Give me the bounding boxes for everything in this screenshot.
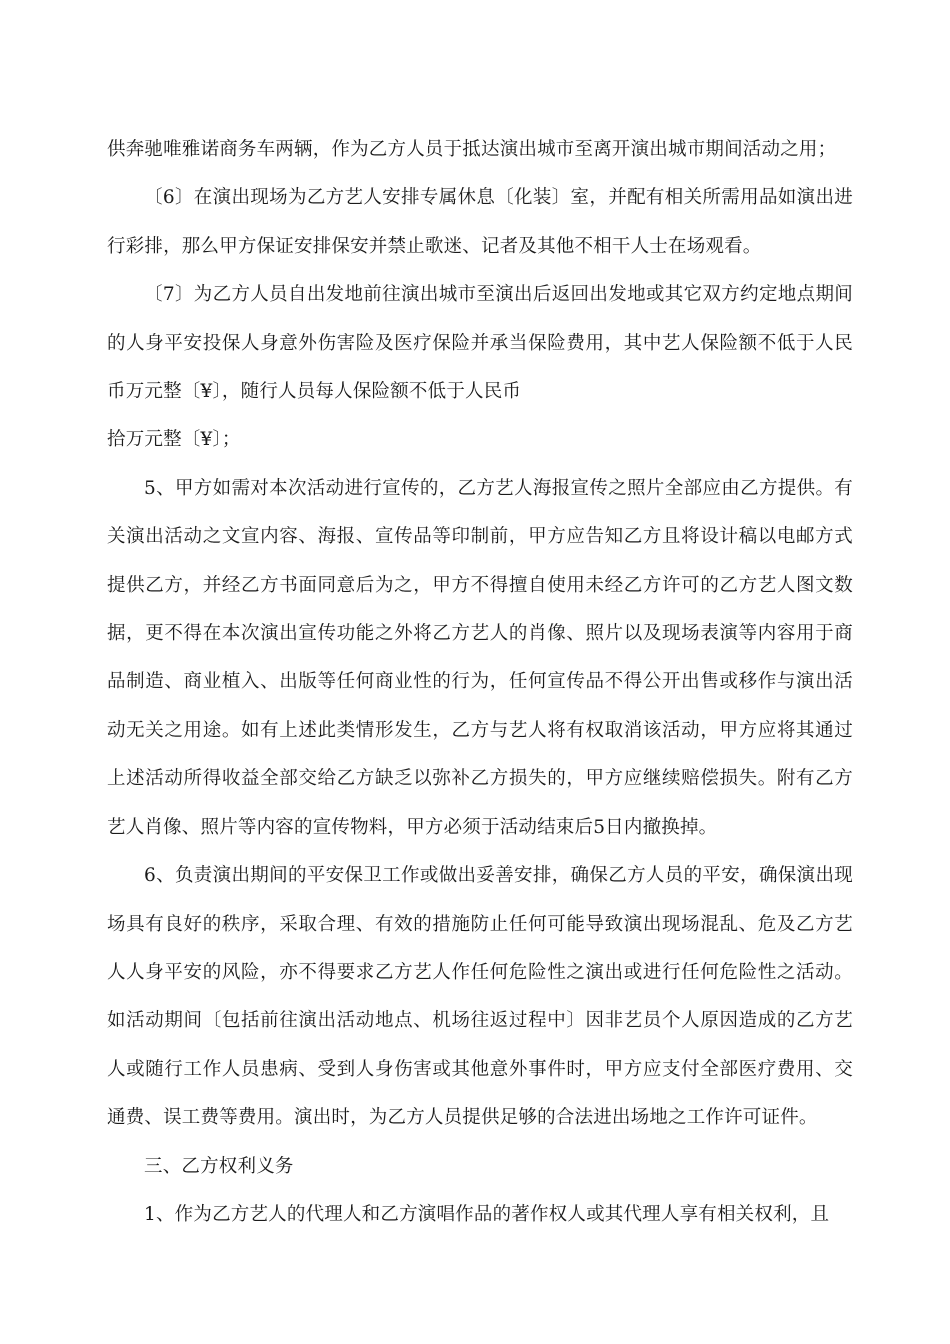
paragraph-clause-6-security: 6、负责演出期间的平安保卫工作或做出妥善安排，确保乙方人员的平安，确保演出现场具有良好的秩序，采取合理、有效的措施防止任何可能导致演出现场混乱、危及乙方艺人人身平安的风险，亦不得要求乙方艺人作任何危险性之演出或进行任何危险性之活动。如活动期间〔包括前往演出活动地点、机场往返过程中〕因非艺员个人原因造成的乙方艺人或随行工作人员患病、受到人身伤害或其他意外事件时，甲方应支付全部医疗费用、交通费、误工费等费用。演出时，为乙方人员提供足够的合法进出场地之工作许可证件。	[107, 865, 853, 1129]
section-heading-party-b-rights: 三、乙方权利义务	[144, 1155, 294, 1177]
paragraph-item-7-insurance: 〔7〕为乙方人员自出发地前往演出城市至演出后返回出发地或其它双方约定地点期间的人身平安投保人身意外伤害险及医疗保险并承当保险费用，其中艺人保险额不低于人民币万元整〔¥〕，随行人员每人保险额不低于人民币	[107, 284, 853, 403]
paragraph-insurance-amount: 拾万元整〔¥〕；	[107, 429, 241, 451]
paragraph-clause-1-party-b: 1、作为乙方艺人的代理人和乙方演唱作品的著作权人或其代理人享有相关权利，且	[144, 1203, 830, 1225]
paragraph-item-6-dressing-room: 〔6〕在演出现场为乙方艺人安排专属休息〔化装〕室，并配有相关所需用品如演出进行彩排，那么甲方保证安排保安并禁止歌迷、记者及其他不相干人士在场观看。	[107, 187, 853, 257]
paragraph-vehicle-provision: 供奔驰唯雅诺商务车两辆，作为乙方人员于抵达演出城市至离开演出城市期间活动之用；	[107, 139, 837, 160]
document-body	[107, 126, 853, 1239]
paragraph-clause-5-publicity: 5、甲方如需对本次活动进行宣传的，乙方艺人海报宣传之照片全部应由乙方提供。有关演出活动之文宣内容、海报、宣传品等印制前，甲方应告知乙方且将设计稿以电邮方式提供乙方，并经乙方书面同意后为之，甲方不得擅自使用未经乙方许可的乙方艺人图文数据，更不得在本次演出宣传功能之外将乙方艺人的肖像、照片以及现场表演等内容用于商品制造、商业植入、出版等任何商业性的行为，任何宣传品不得公开出售或移作与演出活动无关之用途。如有上述此类情形发生，乙方与艺人将有权取消该活动，甲方应将其通过上述活动所得收益全部交给乙方缺乏以弥补乙方损失的，甲方应继续赔偿损失。附有乙方艺人肖像、照片等内容的宣传物料，甲方必须于活动结束后5日内撤换掉。	[107, 477, 853, 838]
